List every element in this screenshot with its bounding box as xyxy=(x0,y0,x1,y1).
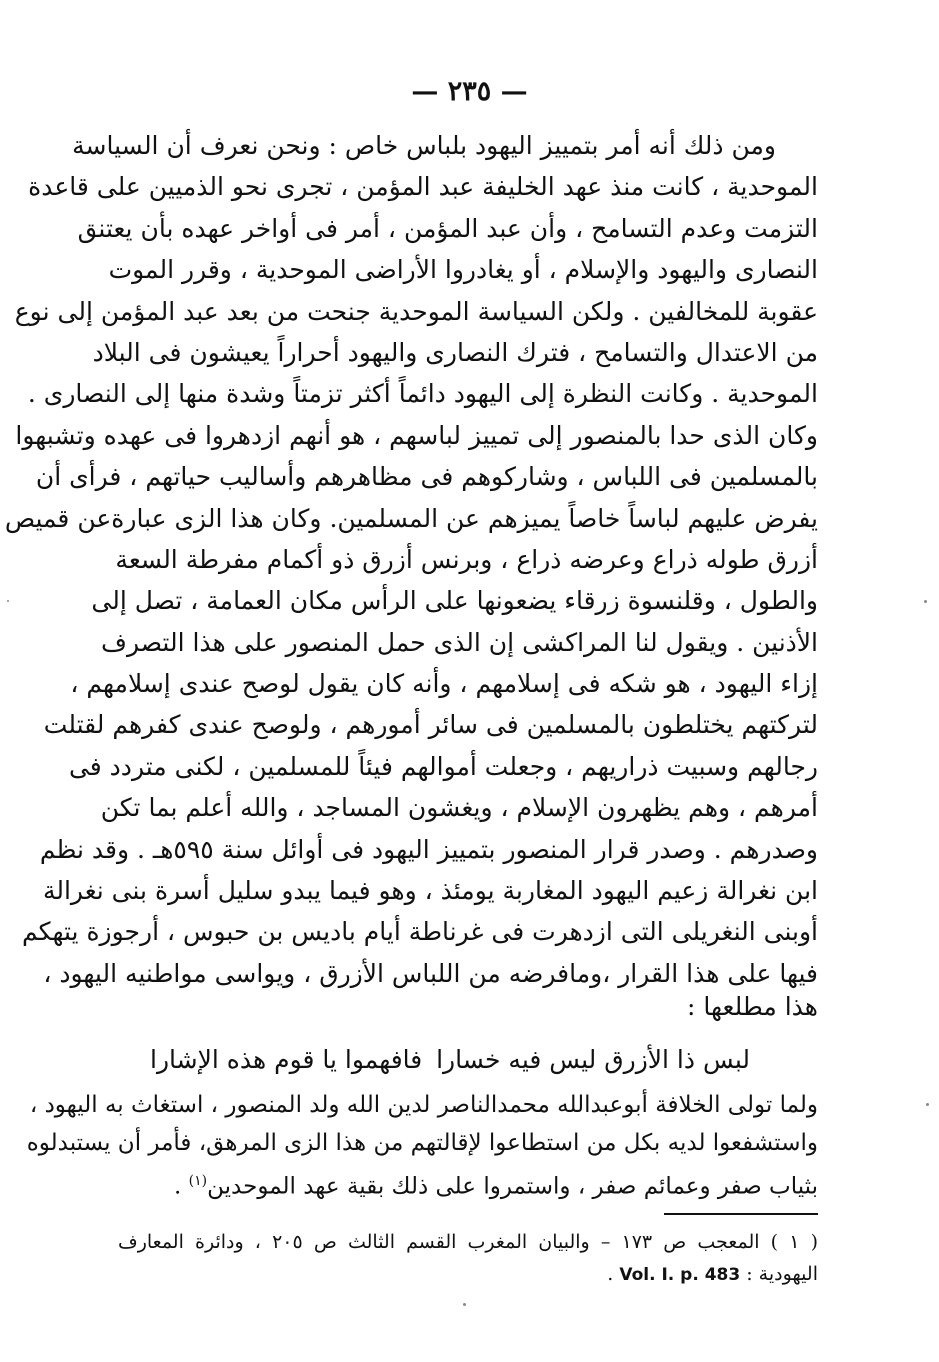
footnote-line xyxy=(118,1258,818,1290)
text-line: لتركتهم يختلطون بالمسلمين فى سائر أمورهم ، ولوصح عندى كفرهم لقتلت xyxy=(43,710,818,740)
text-line: التزمت وعدم التسامح ، وأن عبد المؤمن ، أمر فى أواخر عهده بأن يعتنق xyxy=(77,213,818,243)
text-line: فيها على هذا القرار ،ومافرضه من اللباس الأزرق ، ويواسى مواطنيه اليهود ، xyxy=(43,958,818,988)
text-line: النصارى واليهود والإسلام ، أو يغادروا الأراضى الموحدية ، وقرر الموت xyxy=(108,255,818,285)
closing-paragraph xyxy=(26,1086,818,1200)
page-number: — ٢٣٥ — xyxy=(411,76,528,107)
text-line: عقوبة للمخالفين . ولكن السياسة الموحدية جنحت من بعد عبد المؤمن إلى نوع xyxy=(14,296,818,326)
main-text xyxy=(4,125,818,1024)
text-line: ولما تولى الخلافة أبوعبدالله محمدالناصر لدين الله ولد المنصور ، استغاث به اليهود ، xyxy=(29,1092,818,1118)
text-line: ومن ذلك أنه أمر بتمييز اليهود بلباس خاص : ونحن نعرف أن السياسة xyxy=(72,131,776,160)
text-line: أمرهم ، وهم يظهرون الإسلام ، ويغشون المساجد ، والله أعلم بما تكن xyxy=(100,793,818,823)
footnote-line: ( ١ ) المعجب ص ١٧٣ – والبيان المغرب القسم الثالث ص ٢٠٥ ، ودائرة المعارف xyxy=(118,1231,819,1253)
text-line-body: بثياب صفر وعمائم صفر ، واستمروا على ذلك بقية عهد الموحدين xyxy=(207,1173,818,1200)
verse-left-hemistich: فافهموا يا قوم هذه الإشارا xyxy=(150,1045,423,1074)
text-line: والطول ، وقلنسوة زرقاء يضعونها على الرأس مكان العمامة ، تصل إلى xyxy=(91,586,818,616)
text-line: من الاعتدال والتسامح ، فترك النصارى واليهود أحراراً يعيشون فى البلاد xyxy=(92,337,818,367)
scan-speck xyxy=(924,600,927,603)
text-line: وكان الذى حدا بالمنصور إلى تمييز لباسهم ، هو أنهم ازدهروا فى عهده وتشبهوا xyxy=(15,420,818,450)
text-line: الموحدية ، كانت منذ عهد الخليفة عبد المؤمن ، تجرى نحو الذميين على قاعدة xyxy=(28,172,818,202)
scan-speck xyxy=(7,600,9,602)
text-line: الأذنين . ويقول لنا المراكشى إن الذى حمل المنصور على هذا التصرف xyxy=(101,627,818,657)
text-line: هذا مطلعها : xyxy=(687,992,818,1022)
text-line: ابن نغرالة زعيم اليهود المغاربة يومئذ ، وهو فيما يبدو سليل أسرة بنى نغرالة xyxy=(42,876,818,906)
scan-speck xyxy=(926,1103,929,1106)
text-line: يفرض عليهم لباساً خاصاً يميزهم عن المسلمين. وكان هذا الزى عبارةعن قميص xyxy=(4,503,818,533)
text-line-end: . xyxy=(174,1173,189,1200)
footnote-divider xyxy=(664,1213,818,1215)
text-line: واستشفعوا لديه بكل من استطاعوا لإقالتهم من هذا الزى المرهق، فأمر أن يستبدلوه xyxy=(26,1130,818,1156)
footnote-end: . xyxy=(607,1263,620,1285)
verse-right-hemistich: لبس ذا الأزرق ليس فيه خسارا xyxy=(436,1045,750,1074)
text-line: بالمسلمين فى اللباس ، وشاركوهم فى مظاهرهم وأساليب حياتهم ، فرأى أن xyxy=(35,462,818,492)
text-line xyxy=(118,1162,818,1200)
text-line: وصدرهم . وصدر قرار المنصور بتمييز اليهود فى أوائل سنة ٥٩٥هـ . وقد نظم xyxy=(39,834,818,864)
poem-verse xyxy=(150,1038,750,1082)
text-line: رجالهم وسبيت ذراريهم ، وجعلت أموالهم فيئاً للمسلمين ، لكنى متردد فى xyxy=(68,751,818,781)
footnote-arabic: اليهودية : xyxy=(746,1263,818,1285)
scan-speck xyxy=(463,1303,466,1306)
text-line: أوبنى النغريلى التى ازدهرت فى غرناطة أيام باديس بن حبوس ، أرجوزة يتهكم xyxy=(22,917,818,947)
text-line: أزرق طوله ذراع وعرضه ذراع ، وبرنس أزرق ذو أكمام مفرطة السعة xyxy=(115,544,818,574)
footnote-marker: (١) xyxy=(188,1173,208,1189)
text-line: الموحدية . وكانت النظرة إلى اليهود دائماً أكثر تزمتاً وشدة منها إلى النصارى . xyxy=(27,379,818,409)
footnote-latin-reference: Vol. I. p. 483 xyxy=(619,1265,741,1285)
text-line: إزاء اليهود ، هو شكه فى إسلامهم ، وأنه كان يقول لوصح عندى إسلامهم ، xyxy=(70,669,818,699)
footnotes xyxy=(118,1226,818,1290)
